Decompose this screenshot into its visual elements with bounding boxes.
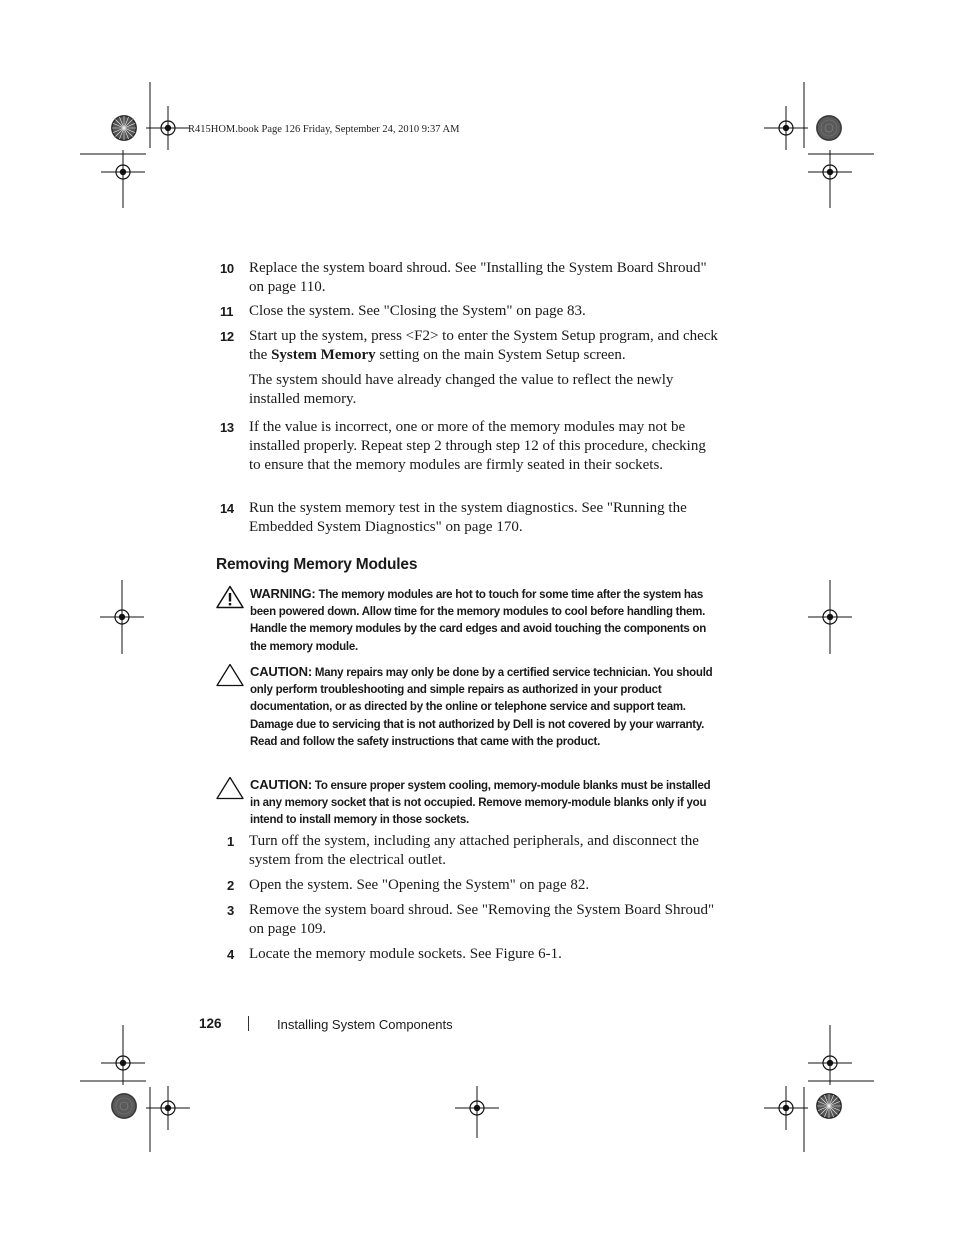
step-text: Start up the system, press <F2> to enter the System Setup program, and check the System Memory setting on the main System Setup screen. xyxy=(249,328,718,363)
step-text: Turn off the system, including any attached peripherals, and disconnect the system from the electrical outlet. xyxy=(249,833,699,868)
section-heading: Removing Memory Modules xyxy=(216,556,418,573)
warning-triangle-icon xyxy=(216,585,244,609)
step-number: 4 xyxy=(227,947,234,962)
caution-notice-cooling xyxy=(216,776,716,830)
system-memory-setting: System Memory xyxy=(271,347,376,363)
notice-label: CAUTION: xyxy=(250,777,312,792)
footer-divider xyxy=(248,1016,249,1031)
step-text: Run the system memory test in the system diagnostics. See "Running the Embedded System Diagnostics" on page 170. xyxy=(249,500,687,535)
step-number: 3 xyxy=(227,903,234,918)
step-11 xyxy=(220,302,720,321)
caution-triangle-icon xyxy=(216,663,244,687)
footer-chapter-title: Installing System Components xyxy=(277,1017,453,1032)
step-text: Open the system. See "Opening the System" on page 82. xyxy=(249,877,590,893)
caution-triangle-icon xyxy=(216,776,244,800)
step-text: If the value is incorrect, one or more of the memory modules may not be installed properly. Repeat step 2 through step 12 of this procedure, checking to ensure that the memory modules are firmly seated in their sockets. xyxy=(249,419,706,473)
notice-text: CAUTION: To ensure proper system cooling, memory-module blanks must be installed in any memory socket that is not occupied. Remove memory-module blanks only if you intend to install memory in those sockets. xyxy=(250,777,711,827)
page-number: 126 xyxy=(199,1016,222,1031)
step-number: 2 xyxy=(227,878,234,893)
step-text: Locate the memory module sockets. See Figure 6-1. xyxy=(249,946,562,962)
step-text: Replace the system board shroud. See "Installing the System Board Shroud" on page 110. xyxy=(249,260,707,295)
step-2 xyxy=(220,876,720,895)
step-number: 14 xyxy=(220,501,234,516)
notice-label: CAUTION: xyxy=(250,664,312,679)
step-3 xyxy=(220,901,720,939)
caution-notice-service xyxy=(216,663,716,751)
notice-label: WARNING: xyxy=(250,586,316,601)
step-number: 12 xyxy=(220,329,234,344)
step-number: 1 xyxy=(227,834,234,849)
step-text: Remove the system board shroud. See "Removing the System Board Shroud" on page 109. xyxy=(249,902,715,937)
notice-text: CAUTION: Many repairs may only be done by a certified service technician. You should only perform troubleshooting and simple repairs as authorized in your product documentation, or as directed by the online or telephone service and support team. Damage due to servicing that is not authorized by Dell is not covered by your warranty. Read and follow the safety instructions that came with the product. xyxy=(250,664,713,748)
step-text: Close the system. See "Closing the System" on page 83. xyxy=(249,303,586,319)
step-13 xyxy=(220,418,720,475)
warning-notice xyxy=(216,585,716,656)
print-header-line: R415HOM.book Page 126 Friday, September 24, 2010 9:37 AM xyxy=(188,124,460,135)
step-12-note: The system should have already changed the value to reflect the newly installed memory. xyxy=(249,372,674,407)
step-14 xyxy=(220,499,720,537)
step-number: 10 xyxy=(220,261,234,276)
step-12 xyxy=(220,327,720,365)
step-number: 13 xyxy=(220,420,234,435)
step-number: 11 xyxy=(220,304,234,319)
notice-text: WARNING: The memory modules are hot to touch for some time after the system has been powered down. Allow time for the memory modules to cool before handling them. Handle the memory modules by the card edges and avoid touching the components on the memory module. xyxy=(250,586,707,653)
step-10 xyxy=(220,259,720,297)
step-1 xyxy=(220,832,720,870)
step-4 xyxy=(220,945,720,964)
